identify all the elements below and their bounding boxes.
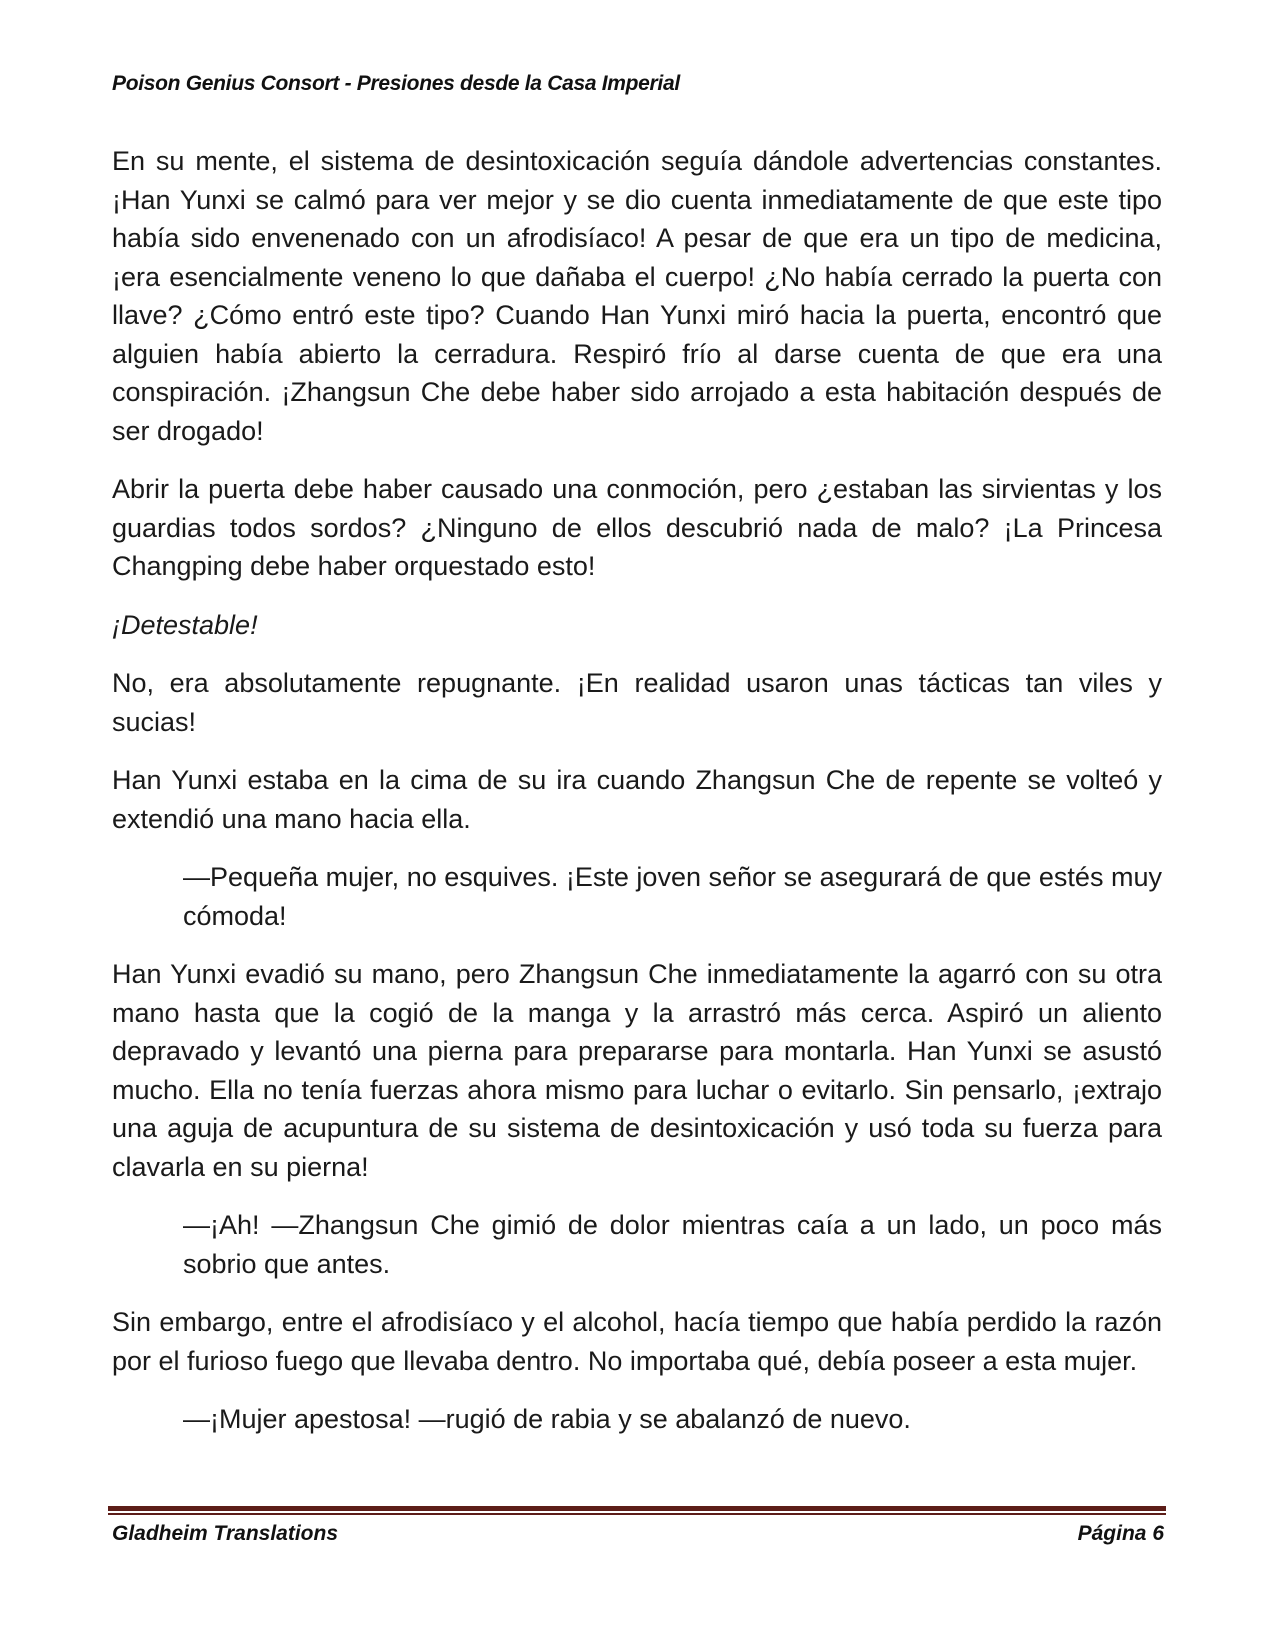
dialogue-line: —¡Mujer apestosa! —rugió de rabia y se abalanzó de nuevo. [183,1404,911,1434]
footer-page-number: Página 6 [1077,1522,1164,1545]
page-header-title: Poison Genius Consort - Presiones desde la Casa Imperial [112,72,680,95]
footer-divider [108,1506,1166,1516]
paragraph: Abrir la puerta debe haber causado una conmoción, pero ¿estaban las sirvientas y los guardias todos sordos? ¿Ninguno de ellos descubrió nada de malo? ¡La Princesa Changping debe haber orquestado esto! [112,474,1162,581]
dialogue-line: —Pequeña mujer, no esquives. ¡Este joven señor se asegurará de que estés muy cómoda! [183,862,1162,931]
footer-divider-thin [108,1513,1166,1515]
paragraph: Han Yunxi estaba en la cima de su ira cuando Zhangsun Che de repente se volteó y extendió una mano hacia ella. [112,765,1162,834]
document-body [112,142,1162,1459]
footer-divider-thick [108,1506,1166,1511]
italic-exclamation: ¡Detestable! [112,609,258,640]
footer-translator-name: Gladheim Translations [112,1522,339,1545]
dialogue-line: —¡Ah! —Zhangsun Che gimió de dolor mientras caía a un lado, un poco más sobrio que antes. [183,1210,1162,1279]
paragraph: En su mente, el sistema de desintoxicación seguía dándole advertencias constantes. ¡Han Yunxi se calmó para ver mejor y se dio cuenta inmediatamente de que este tipo había sido envenenado con un afrodisíaco! A pesar de que era un tipo de medicina, ¡era esencialmente veneno lo que dañaba el cuerpo! ¿No había cerrado la puerta con llave? ¿Cómo entró este tipo? Cuando Han Yunxi miró hacia la puerta, encontró que alguien había abierto la cerradura. Respiró frío al darse cuenta de que era una conspiración. ¡Zhangsun Che debe haber sido arrojado a esta habitación después de ser drogado! [112,146,1162,446]
paragraph: No, era absolutamente repugnante. ¡En realidad usaron unas tácticas tan viles y sucias! [112,668,1162,737]
paragraph: Han Yunxi evadió su mano, pero Zhangsun Che inmediatamente la agarró con su otra mano hasta que la cogió de la manga y la arrastró más cerca. Aspiró un aliento depravado y levantó una pierna para prepararse para montarla. Han Yunxi se asustó mucho. Ella no tenía fuerzas ahora mismo para luchar o evitarlo. Sin pensarlo, ¡extrajo una aguja de acupuntura de su sistema de desintoxicación y usó toda su fuerza para clavarla en su pierna! [112,959,1162,1182]
paragraph: Sin embargo, entre el afrodisíaco y el alcohol, hacía tiempo que había perdido la razón por el furioso fuego que llevaba dentro. No importaba qué, debía poseer a esta mujer. [112,1307,1162,1376]
